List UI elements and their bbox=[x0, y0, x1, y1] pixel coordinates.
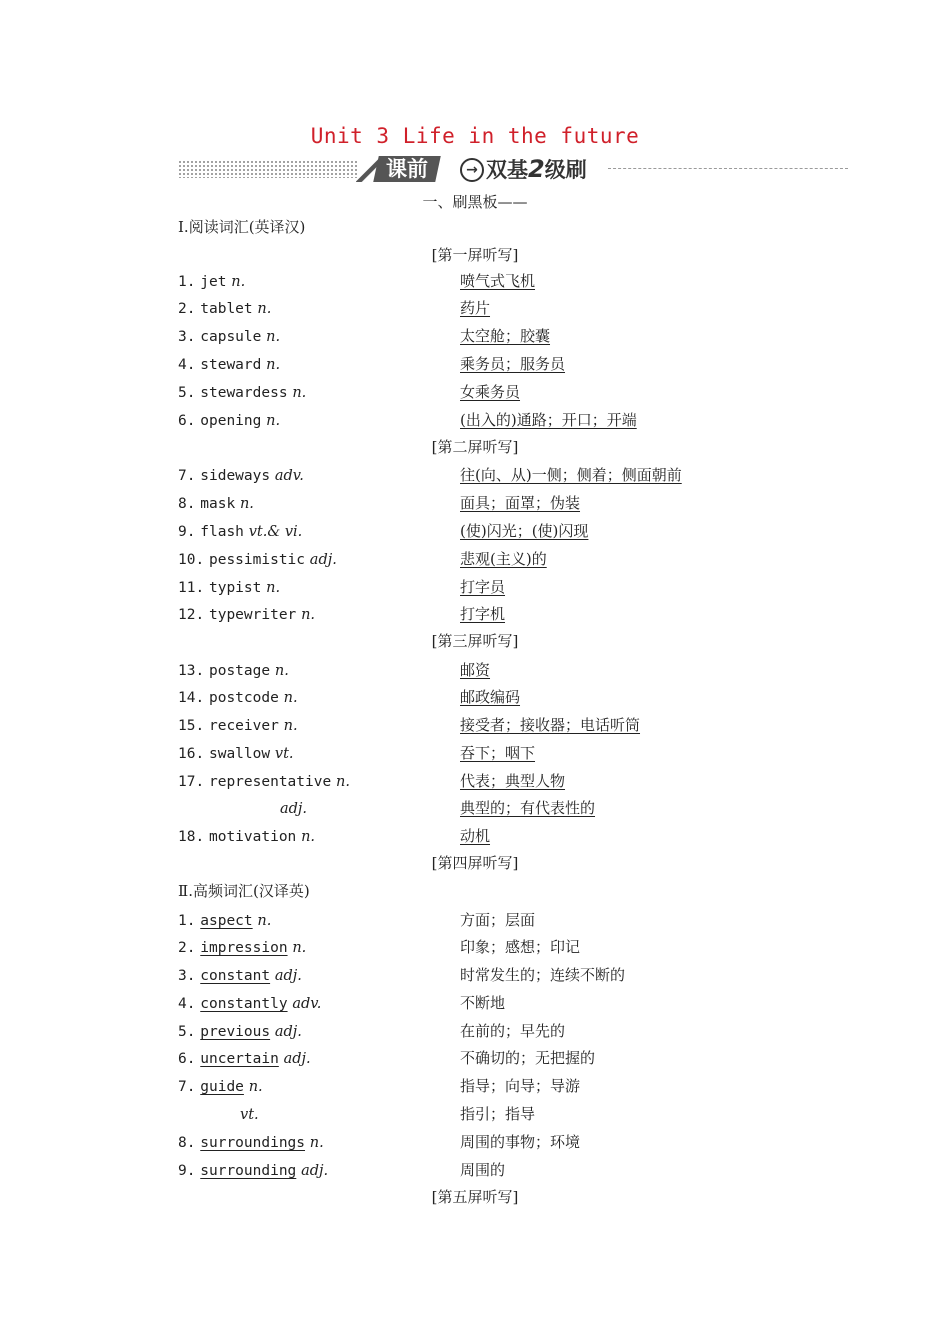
item-number: 5. bbox=[178, 1024, 196, 1040]
english-word: constantly bbox=[200, 996, 288, 1012]
chinese-meaning: 面具；面罩；伪装 bbox=[460, 494, 581, 512]
item-number: 15. bbox=[178, 718, 205, 734]
item-number: 1. bbox=[178, 274, 196, 290]
part-of-speech: n. bbox=[283, 718, 298, 734]
page-title: Unit 3 Life in the future bbox=[310, 124, 640, 148]
vocab-term bbox=[178, 743, 294, 764]
item-number: 9. bbox=[178, 524, 196, 540]
screen-label: [第一屏听写] bbox=[431, 246, 519, 264]
english-word: opening bbox=[200, 413, 262, 429]
part-of-speech: adv. bbox=[292, 996, 322, 1012]
vocab-term bbox=[178, 1104, 259, 1125]
chinese-meaning: 周围的事物；环境 bbox=[460, 1133, 581, 1151]
banner-dashed-rule bbox=[608, 168, 848, 169]
vocab-term bbox=[178, 549, 337, 570]
vocab-term bbox=[178, 1076, 263, 1097]
chinese-meaning: 乘务员；服务员 bbox=[460, 355, 566, 373]
item-number: 4. bbox=[178, 996, 196, 1012]
chinese-meaning: 时常发生的；连续不断的 bbox=[460, 966, 626, 984]
part-of-speech: n. bbox=[257, 913, 272, 929]
english-word: postage bbox=[208, 663, 271, 679]
vocab-term bbox=[178, 1021, 302, 1042]
chinese-meaning: 不确切的；无把握的 bbox=[460, 1049, 596, 1067]
english-word: typist bbox=[208, 580, 262, 596]
english-word: tablet bbox=[200, 301, 253, 317]
part-of-speech: adj. bbox=[309, 552, 337, 568]
chinese-meaning: 指引；指导 bbox=[460, 1105, 536, 1123]
part-of-speech: n. bbox=[266, 357, 281, 373]
item-number: 13. bbox=[178, 663, 205, 679]
screen-label: [第二屏听写] bbox=[431, 438, 519, 456]
chinese-meaning: 指导；向导；导游 bbox=[460, 1077, 581, 1095]
english-word: steward bbox=[200, 357, 262, 373]
chinese-meaning: 打字员 bbox=[460, 578, 506, 596]
part-of-speech: n. bbox=[266, 413, 281, 429]
item-number: 6. bbox=[178, 413, 196, 429]
part-of-speech: n. bbox=[335, 774, 350, 790]
chinese-meaning: 往(向、从)一侧；侧着；侧面朝前 bbox=[460, 466, 682, 484]
part-of-speech: adj. bbox=[274, 968, 302, 984]
banner-tab bbox=[356, 156, 624, 182]
part-of-speech: adj. bbox=[301, 1163, 329, 1179]
part-of-speech: adj. bbox=[283, 1051, 311, 1067]
part2-heading: Ⅱ.高频词汇(汉译英) bbox=[178, 882, 310, 900]
item-number: 17. bbox=[178, 774, 205, 790]
vocab-term bbox=[178, 715, 298, 736]
chinese-meaning: 太空舱；胶囊 bbox=[460, 327, 551, 345]
vocab-term bbox=[178, 410, 280, 431]
chinese-meaning: 动机 bbox=[460, 827, 491, 845]
vocab-term bbox=[178, 771, 350, 792]
chinese-meaning: 印象；感想；印记 bbox=[460, 938, 581, 956]
vocab-term bbox=[178, 577, 280, 598]
english-word: stewardess bbox=[200, 385, 288, 401]
banner-dot-pattern bbox=[178, 160, 358, 178]
item-number: 9. bbox=[178, 1163, 196, 1179]
vocab-term bbox=[178, 1160, 328, 1181]
english-word: representative bbox=[208, 774, 332, 790]
vocab-term bbox=[178, 1132, 324, 1153]
english-word: surrounding bbox=[200, 1163, 297, 1179]
english-word: guide bbox=[200, 1079, 244, 1095]
part-of-speech: n. bbox=[283, 690, 298, 706]
part-of-speech: vt. bbox=[240, 1107, 259, 1123]
vocab-term bbox=[178, 354, 280, 375]
chinese-meaning: 不断地 bbox=[460, 994, 506, 1012]
english-word: constant bbox=[200, 968, 271, 984]
vocab-term bbox=[178, 493, 254, 514]
vocab-term bbox=[178, 993, 321, 1014]
banner-sub-label: 双基2级刷 bbox=[486, 155, 587, 183]
chinese-meaning: 药片 bbox=[460, 299, 491, 317]
screen-label: [第三屏听写] bbox=[431, 632, 519, 650]
item-number: 8. bbox=[178, 496, 196, 512]
vocab-term bbox=[178, 271, 245, 292]
part-of-speech: vt. bbox=[274, 746, 294, 762]
part-of-speech: n. bbox=[301, 607, 316, 623]
english-word: pessimistic bbox=[208, 552, 306, 568]
banner-main-label: 课前 bbox=[373, 156, 441, 182]
part-of-speech: n. bbox=[274, 663, 289, 679]
vocab-term bbox=[178, 937, 306, 958]
part-of-speech: vt.& vi. bbox=[248, 524, 303, 540]
item-number: 18. bbox=[178, 829, 205, 845]
chinese-meaning: 接受者；接收器；电话听筒 bbox=[460, 716, 641, 734]
chinese-meaning: 典型的；有代表性的 bbox=[460, 799, 596, 817]
english-word: receiver bbox=[208, 718, 279, 734]
chinese-meaning: 周围的 bbox=[460, 1161, 506, 1179]
chinese-meaning: 悲观(主义)的 bbox=[460, 550, 547, 568]
english-word: mask bbox=[200, 496, 236, 512]
chinese-meaning: 代表；典型人物 bbox=[460, 772, 566, 790]
part-of-speech: adj. bbox=[274, 1024, 302, 1040]
english-word: flash bbox=[200, 524, 244, 540]
part-of-speech: n. bbox=[292, 385, 307, 401]
english-word: motivation bbox=[208, 829, 297, 845]
item-number: 4. bbox=[178, 357, 196, 373]
chinese-meaning: 邮政编码 bbox=[460, 688, 521, 706]
part-of-speech: n. bbox=[231, 274, 246, 290]
english-word: sideways bbox=[200, 468, 271, 484]
item-number: 1. bbox=[178, 913, 196, 929]
chinese-meaning: (出入的)通路；开口；开端 bbox=[460, 411, 637, 429]
vocab-term bbox=[178, 1048, 311, 1069]
part-of-speech: n. bbox=[301, 829, 316, 845]
vocab-term bbox=[178, 798, 307, 819]
vocab-term bbox=[178, 604, 315, 625]
screen-label: [第五屏听写] bbox=[431, 1188, 519, 1206]
vocab-term bbox=[178, 326, 280, 347]
part-of-speech: adj. bbox=[280, 801, 308, 817]
section-label: 一、刷黑板—— bbox=[422, 193, 528, 211]
english-word: typewriter bbox=[208, 607, 297, 623]
english-word: impression bbox=[200, 940, 288, 956]
part-of-speech: n. bbox=[266, 580, 281, 596]
english-word: postcode bbox=[208, 690, 279, 706]
part-of-speech: n. bbox=[266, 329, 281, 345]
vocab-term bbox=[178, 965, 302, 986]
chinese-meaning: 方面；层面 bbox=[460, 911, 536, 929]
vocab-term bbox=[178, 382, 306, 403]
vocab-term bbox=[178, 826, 315, 847]
item-number: 11. bbox=[178, 580, 205, 596]
item-number: 5. bbox=[178, 385, 196, 401]
item-number: 3. bbox=[178, 968, 196, 984]
item-number: 3. bbox=[178, 329, 196, 345]
part-of-speech: n. bbox=[257, 301, 272, 317]
item-number: 12. bbox=[178, 607, 205, 623]
part1-heading: Ⅰ.阅读词汇(英译汉) bbox=[178, 218, 306, 236]
chinese-meaning: (使)闪光；(使)闪现 bbox=[460, 522, 589, 540]
english-word: aspect bbox=[200, 913, 253, 929]
english-word: swallow bbox=[208, 746, 271, 762]
screen-label: [第四屏听写] bbox=[431, 854, 519, 872]
english-word: capsule bbox=[200, 329, 262, 345]
chinese-meaning: 打字机 bbox=[460, 605, 506, 623]
part-of-speech: n. bbox=[248, 1079, 263, 1095]
vocab-term bbox=[178, 465, 304, 486]
chinese-meaning: 女乘务员 bbox=[460, 383, 521, 401]
item-number: 7. bbox=[178, 1079, 196, 1095]
english-word: previous bbox=[200, 1024, 271, 1040]
item-number: 6. bbox=[178, 1051, 196, 1067]
item-number: 2. bbox=[178, 940, 196, 956]
part-of-speech: n. bbox=[309, 1135, 324, 1151]
item-number: 14. bbox=[178, 690, 205, 706]
vocab-term bbox=[178, 910, 271, 931]
part-of-speech: n. bbox=[239, 496, 254, 512]
vocab-term bbox=[178, 298, 271, 319]
chinese-meaning: 邮资 bbox=[460, 661, 491, 679]
part-of-speech: adv. bbox=[274, 468, 304, 484]
item-number: 7. bbox=[178, 468, 196, 484]
chinese-meaning: 喷气式飞机 bbox=[460, 272, 536, 290]
part-of-speech: n. bbox=[292, 940, 307, 956]
english-word: uncertain bbox=[200, 1051, 279, 1067]
chinese-meaning: 吞下；咽下 bbox=[460, 744, 536, 762]
vocab-term bbox=[178, 521, 302, 542]
vocab-term bbox=[178, 687, 298, 708]
english-word: jet bbox=[200, 274, 227, 290]
item-number: 8. bbox=[178, 1135, 196, 1151]
item-number: 10. bbox=[178, 552, 205, 568]
chinese-meaning: 在前的；早先的 bbox=[460, 1022, 566, 1040]
item-number: 2. bbox=[178, 301, 196, 317]
section-banner bbox=[178, 154, 848, 186]
item-number: 16. bbox=[178, 746, 205, 762]
english-word: surroundings bbox=[200, 1135, 306, 1151]
vocab-term bbox=[178, 660, 289, 681]
arrow-right-icon: → bbox=[460, 158, 484, 182]
